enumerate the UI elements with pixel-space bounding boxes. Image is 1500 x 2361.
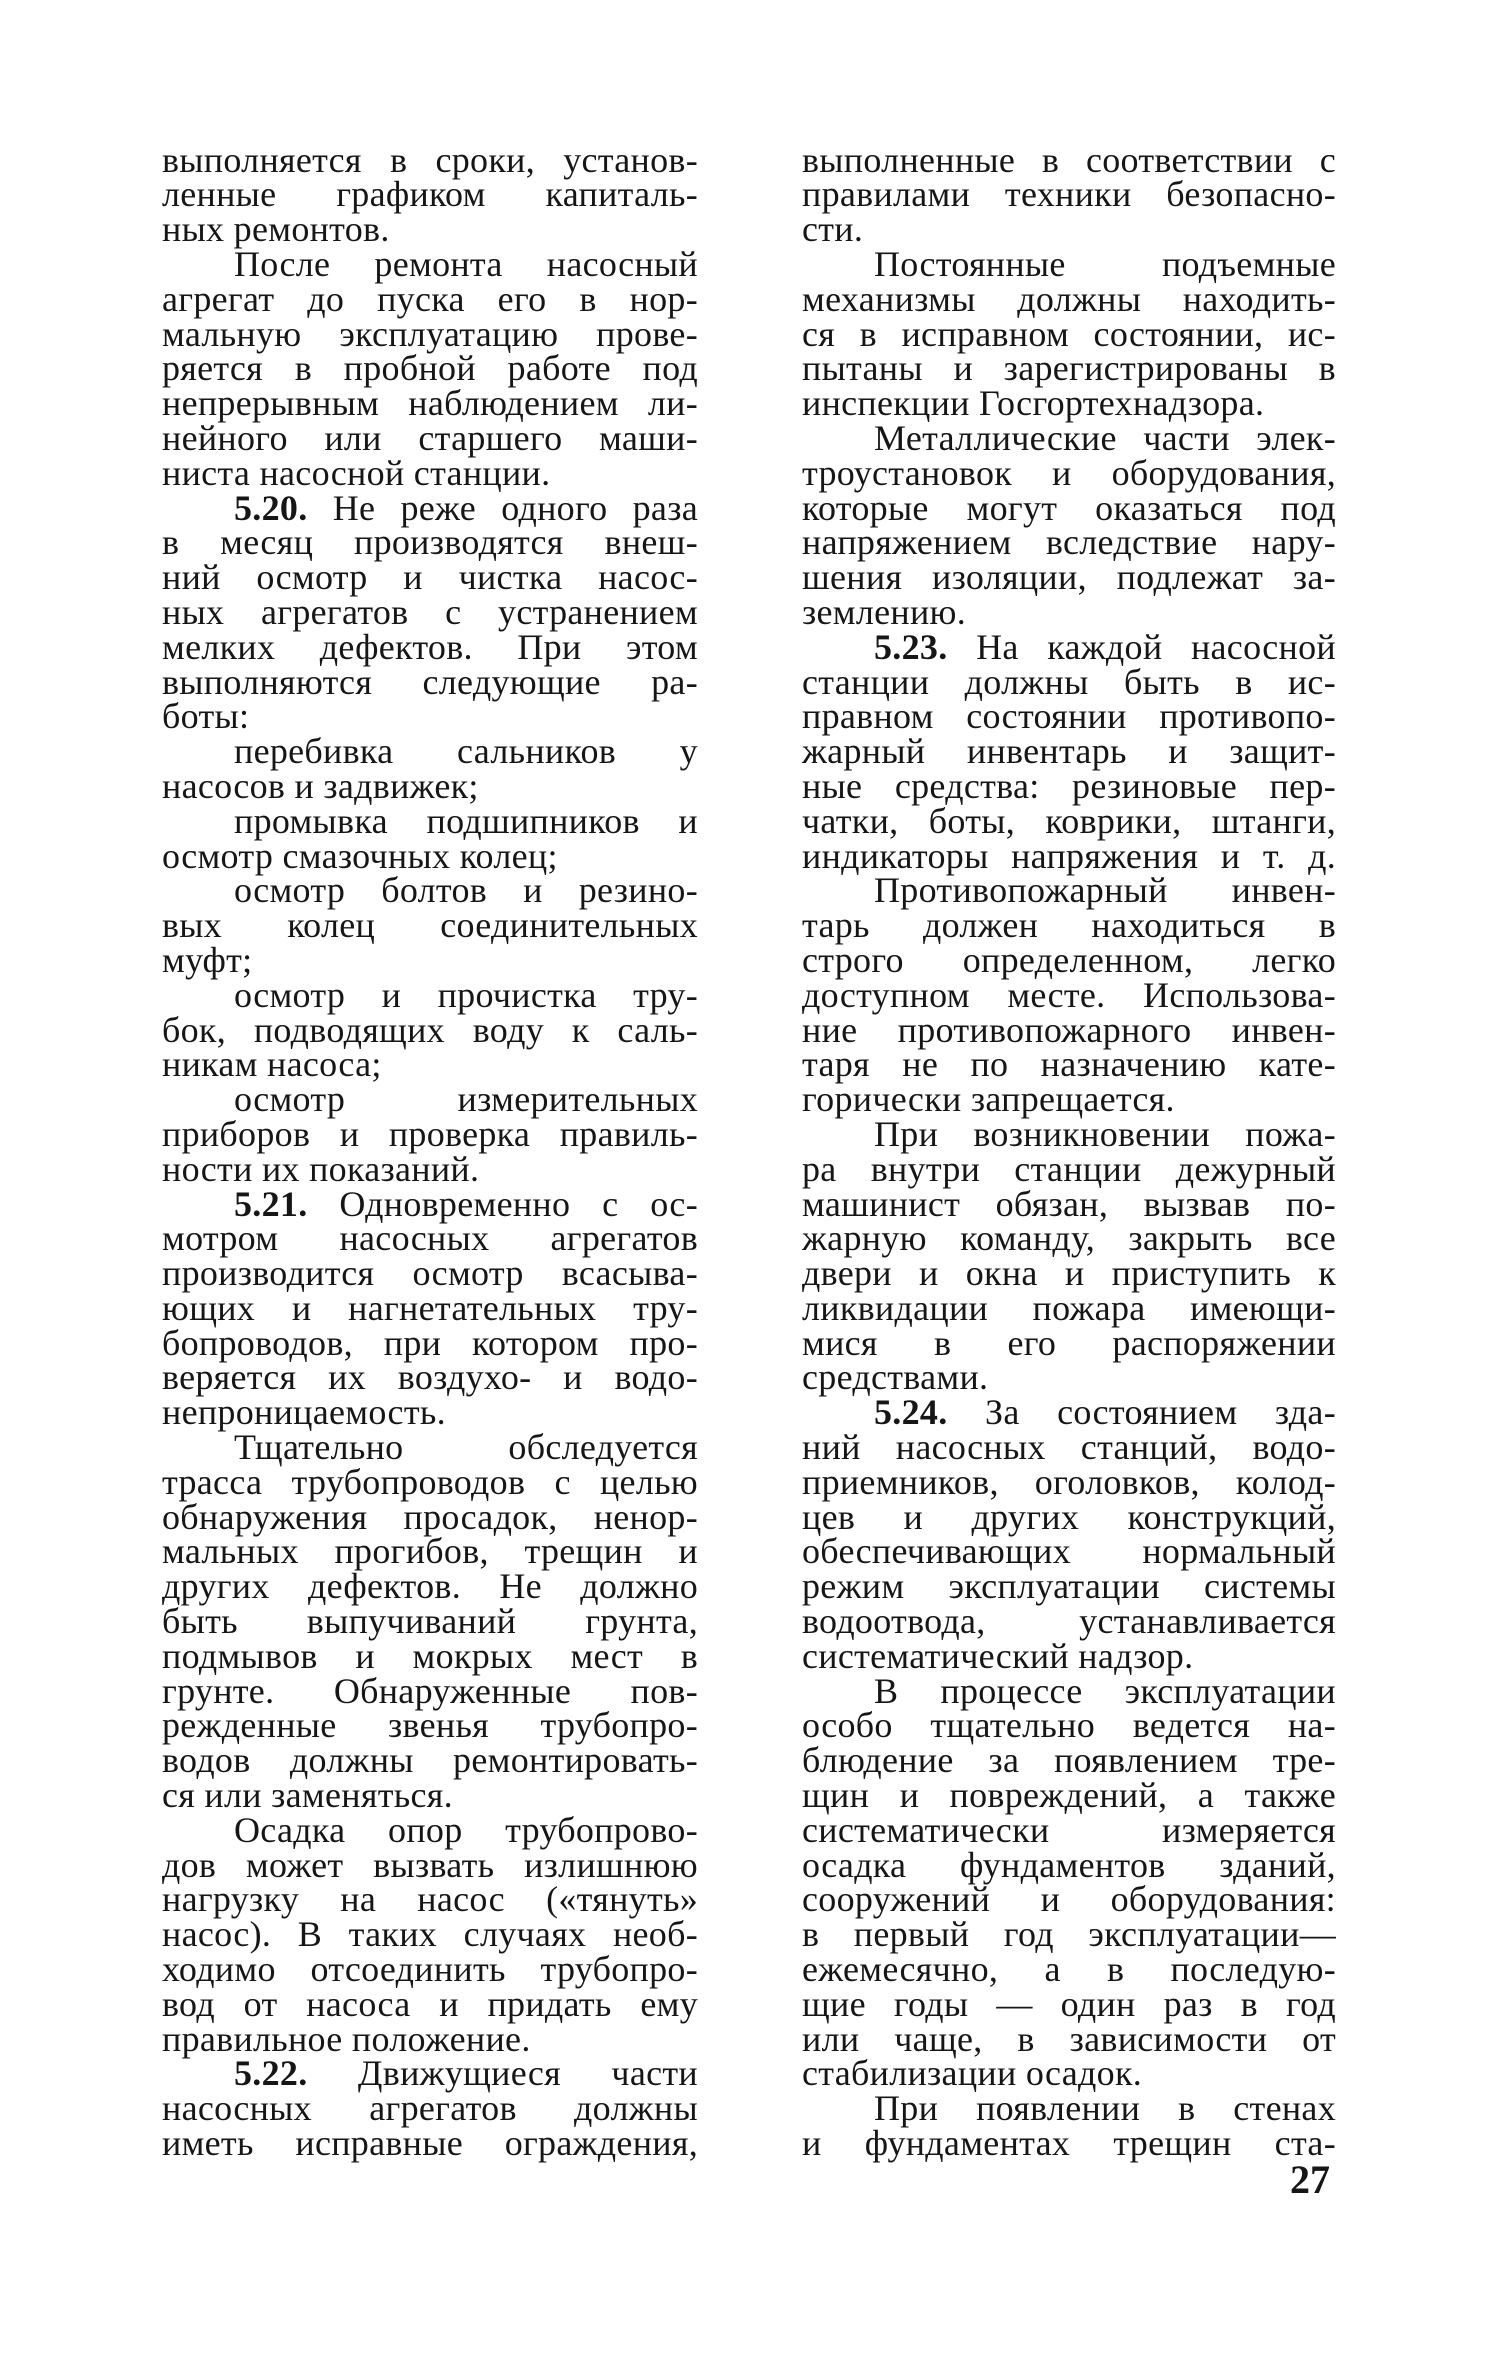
text-line: машинист обязан, вызвав по-	[802, 1183, 1336, 1224]
text-line: систематический надзор.	[802, 1635, 1194, 1676]
text-line	[162, 1183, 698, 1224]
text-line: осмотр смазочных колец;	[162, 835, 558, 876]
text-line: мелких дефектов. При этом	[162, 626, 698, 667]
text-line: агрегат до пуска его в нор-	[162, 278, 698, 319]
text-line: станции должны быть в ис-	[802, 661, 1336, 702]
section-number: 5.22.	[234, 2053, 308, 2094]
text-line: или чаще, в зависимости от	[802, 2018, 1336, 2059]
text-line-content: На каждой насосной	[976, 626, 1336, 667]
text-line: боты:	[162, 696, 250, 737]
paragraph	[802, 1113, 1336, 1398]
text-line: осадка фундаментов зданий,	[802, 1844, 1336, 1885]
text-line: осмотр болтов и резино-	[234, 870, 698, 911]
text-line: промывка подшипников и	[234, 800, 698, 841]
text-line: ходимо отсоединить трубопро-	[162, 1949, 698, 1990]
text-line: мальную эксплуатацию прове-	[162, 313, 698, 354]
paragraph-continued	[162, 139, 698, 250]
list-item	[162, 1079, 698, 1189]
text-line: режим эксплуатации системы	[802, 1566, 1336, 1607]
text-line: ся или заменяться.	[162, 1775, 453, 1816]
text-line: жарный инвентарь и защит-	[802, 731, 1336, 772]
text-line: иметь исправные ограждения,	[162, 2123, 698, 2164]
text-line: в первый год эксплуатации—	[802, 1914, 1336, 1955]
text-line: осмотр измерительных	[234, 1079, 698, 1120]
text-line: выполняется в сроки, установ-	[162, 139, 698, 180]
text-line: мальных прогибов, трещин и	[162, 1531, 698, 1572]
text-line: ных агрегатов с устранением	[162, 591, 698, 632]
section-number: 5.24.	[874, 1392, 948, 1433]
text-line: механизмы должны находить-	[802, 278, 1336, 319]
text-line: ра внутри станции дежурный	[802, 1148, 1336, 1189]
left-column	[162, 139, 698, 2164]
text-line: В процессе эксплуатации	[874, 1670, 1336, 1711]
text-line: водов должны ремонтировать-	[162, 1740, 698, 1781]
text-line: доступном месте. Использова-	[802, 974, 1336, 1015]
text-line: обнаружения просадок, ненор-	[162, 1496, 698, 1537]
text-line: ные средства: резиновые пер-	[802, 765, 1336, 806]
text-line: щин и повреждений, а также	[802, 1775, 1336, 1816]
list-item	[162, 800, 698, 876]
text-line: правильное положение.	[162, 2018, 531, 2059]
text-line: вод от насоса и придать ему	[162, 1983, 698, 2024]
text-line: и фундаментах трещин ста-	[802, 2123, 1336, 2164]
text-line: горически запрещается.	[802, 1079, 1175, 1120]
text-line: вых колец соединительных	[162, 905, 698, 946]
text-line: землению.	[802, 591, 967, 632]
text-line: выполняются следующие ра-	[162, 661, 698, 702]
text-line: ряется в пробной работе под	[162, 348, 698, 389]
text-line: других дефектов. Не должно	[162, 1566, 698, 1607]
text-line: муфт;	[162, 939, 253, 980]
text-line: Противопожарный инвен-	[874, 870, 1336, 911]
section-paragraph	[802, 1392, 1336, 1676]
text-line: ний осмотр и чистка насос-	[162, 557, 698, 598]
text-line: веряется их воздухо- и водо-	[162, 1357, 698, 1398]
text-line: производится осмотр всасыва-	[162, 1253, 698, 1294]
right-column	[802, 139, 1336, 2164]
paragraph	[802, 2088, 1336, 2164]
text-line: Осадка опор трубопрово-	[234, 1809, 698, 1850]
text-line: ний насосных станций, водо-	[802, 1427, 1336, 1468]
text-line: таря не по назначению кате-	[802, 1044, 1336, 1085]
text-line	[802, 626, 1336, 667]
text-line: При появлении в стенах	[874, 2088, 1336, 2129]
text-line: троустановок и оборудования,	[802, 452, 1336, 493]
text-line-content: Движущиеся части	[357, 2053, 698, 2094]
text-line: Постоянные подъемные	[874, 243, 1336, 284]
section-paragraph	[162, 487, 698, 737]
text-line: обеспечивающих нормальный	[802, 1531, 1336, 1572]
paragraph	[802, 870, 1336, 1120]
paragraph	[802, 1670, 1336, 2094]
text-line	[162, 487, 698, 528]
list-item	[162, 974, 698, 1085]
text-line: выполненные в соответствии с	[802, 139, 1336, 180]
text-line-content: Одновременно с ос-	[339, 1183, 698, 1224]
text-line: индикаторы напряжения и т. д.	[802, 835, 1336, 876]
text-line: ленные графиком капиталь-	[162, 174, 698, 215]
text-line: ности их показаний.	[162, 1148, 480, 1189]
text-line: непроницаемость.	[162, 1392, 446, 1433]
text-line: мися в его распоряжении	[802, 1322, 1336, 1363]
text-line: Тщательно обследуется	[234, 1427, 698, 1468]
section-number: 5.20.	[234, 487, 308, 528]
text-line: бок, подводящих воду к саль-	[162, 1009, 698, 1050]
text-line: непрерывным наблюдением ли-	[162, 383, 698, 424]
text-line: приборов и проверка правиль-	[162, 1113, 698, 1154]
text-line: чатки, боты, коврики, штанги,	[802, 800, 1336, 841]
text-line: бопроводов, при котором про-	[162, 1322, 698, 1363]
paragraph-continued	[802, 139, 1336, 250]
text-line: После ремонта насосный	[234, 243, 698, 284]
section-paragraph	[162, 1183, 698, 1433]
text-line	[162, 2053, 698, 2094]
text-line: жарную команду, закрыть все	[802, 1218, 1336, 1259]
section-paragraph	[802, 626, 1336, 876]
paragraph	[802, 243, 1336, 424]
text-line: нагрузку на насос («тянуть»	[162, 1879, 698, 1920]
text-line: При возникновении пожа-	[874, 1113, 1336, 1154]
text-line: перебивка сальников у	[234, 731, 698, 772]
text-line: мотром насосных агрегатов	[162, 1218, 698, 1259]
text-line: блюдение за появлением тре-	[802, 1740, 1336, 1781]
section-number: 5.21.	[234, 1183, 308, 1224]
text-line: трасса трубопроводов с целью	[162, 1461, 698, 1502]
text-line: сти.	[802, 209, 864, 250]
text-line: Металлические части элек-	[874, 417, 1336, 458]
text-line: приемников, оголовков, колод-	[802, 1461, 1336, 1502]
text-line: ние противопожарного инвен-	[802, 1009, 1336, 1050]
text-line: ниста насосной станции.	[162, 452, 551, 493]
text-line: грунте. Обнаруженные пов-	[162, 1670, 698, 1711]
text-line: насос). В таких случаях необ-	[162, 1914, 698, 1955]
text-line: никам насоса;	[162, 1044, 382, 1085]
text-line-content: За состоянием зда-	[985, 1392, 1336, 1433]
text-line	[802, 1392, 1336, 1433]
text-line: пытаны и зарегистрированы в	[802, 348, 1336, 389]
text-line: тарь должен находиться в	[802, 905, 1336, 946]
text-line: щие годы — один раз в год	[802, 1983, 1336, 2024]
text-line: стабилизации осадок.	[802, 2053, 1143, 2094]
text-line: осмотр и прочистка тру-	[234, 974, 698, 1015]
text-line: систематически измеряется	[802, 1809, 1336, 1850]
text-line: водоотвода, устанавливается	[802, 1601, 1336, 1642]
list-item	[162, 731, 698, 806]
text-line: насосов и задвижек;	[162, 765, 479, 806]
text-line: цев и других конструкций,	[802, 1496, 1336, 1537]
list-item	[162, 870, 698, 980]
text-line: подмывов и мокрых мест в	[162, 1635, 698, 1676]
section-number: 5.23.	[874, 626, 948, 667]
text-line: инспекции Госгортехнадзора.	[802, 383, 1265, 424]
text-line: в месяц производятся внеш-	[162, 522, 698, 563]
text-line: насосных агрегатов должны	[162, 2088, 698, 2129]
text-line: шения изоляции, подлежат за-	[802, 557, 1336, 598]
page-number: 27	[1290, 2157, 1330, 2202]
text-line: ных ремонтов.	[162, 209, 390, 250]
text-line: ся в исправном состоянии, ис-	[802, 313, 1336, 354]
text-line: правилами техники безопасно-	[802, 174, 1336, 215]
paragraph	[162, 1809, 698, 2059]
text-line: дов может вызвать излишнюю	[162, 1844, 698, 1885]
text-line: сооружений и оборудования:	[802, 1879, 1336, 1920]
text-line: правном состоянии противопо-	[802, 696, 1336, 737]
text-line: двери и окна и приступить к	[802, 1253, 1336, 1294]
text-line: режденные звенья трубопро-	[162, 1705, 698, 1746]
text-line: которые могут оказаться под	[802, 487, 1336, 528]
text-line-content: Не реже одного раза	[332, 487, 698, 528]
text-line: средствами.	[802, 1357, 989, 1398]
paragraph	[802, 417, 1336, 632]
text-line: напряжением вследствие нару-	[802, 522, 1336, 563]
paragraph	[162, 1427, 698, 1816]
text-line: ежемесячно, а в последую-	[802, 1949, 1336, 1990]
section-paragraph	[162, 2053, 698, 2164]
text-line: строго определенном, легко	[802, 939, 1336, 980]
text-line: ющих и нагнетательных тру-	[162, 1287, 698, 1328]
text-line: быть выпучиваний грунта,	[162, 1601, 698, 1642]
text-line: ликвидации пожара имеющи-	[802, 1287, 1336, 1328]
paragraph	[162, 243, 698, 493]
text-line: особо тщательно ведется на-	[802, 1705, 1336, 1746]
text-line: нейного или старшего маши-	[162, 417, 698, 458]
